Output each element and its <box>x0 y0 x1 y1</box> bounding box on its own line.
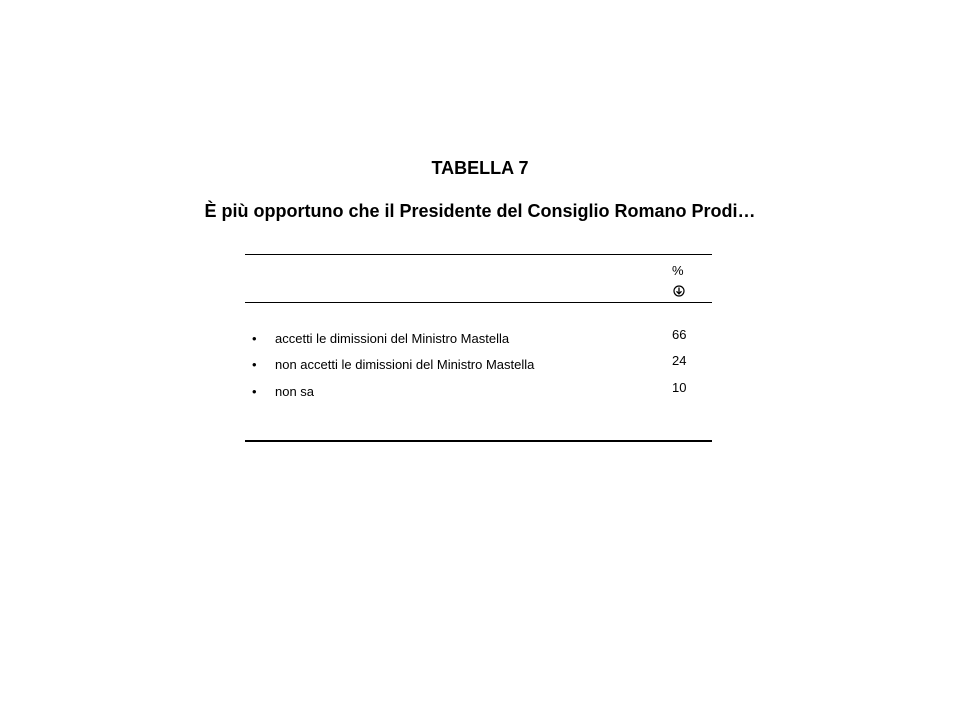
table-row <box>245 380 712 404</box>
row-label: non accetti le dimissioni del Ministro Mastella <box>275 357 535 372</box>
bullet: • <box>252 384 257 399</box>
table-question: È più opportuno che il Presidente del Consiglio Romano Prodi… <box>204 201 756 221</box>
table-row <box>245 327 712 351</box>
bullet: • <box>252 357 257 372</box>
header-rule <box>245 302 712 303</box>
row-label: accetti le dimissioni del Ministro Mastella <box>275 331 510 346</box>
bottom-rule <box>245 440 712 442</box>
table-row <box>245 353 712 377</box>
row-value: 66 <box>672 327 687 342</box>
down-arrow-icon <box>673 285 685 297</box>
top-rule <box>245 254 712 255</box>
row-value: 24 <box>672 353 687 368</box>
bullet: • <box>252 331 257 346</box>
row-value: 10 <box>672 380 687 395</box>
row-label: non sa <box>275 384 315 399</box>
table-title: TABELLA 7 <box>431 158 529 178</box>
percent-column-header: % <box>672 263 684 278</box>
